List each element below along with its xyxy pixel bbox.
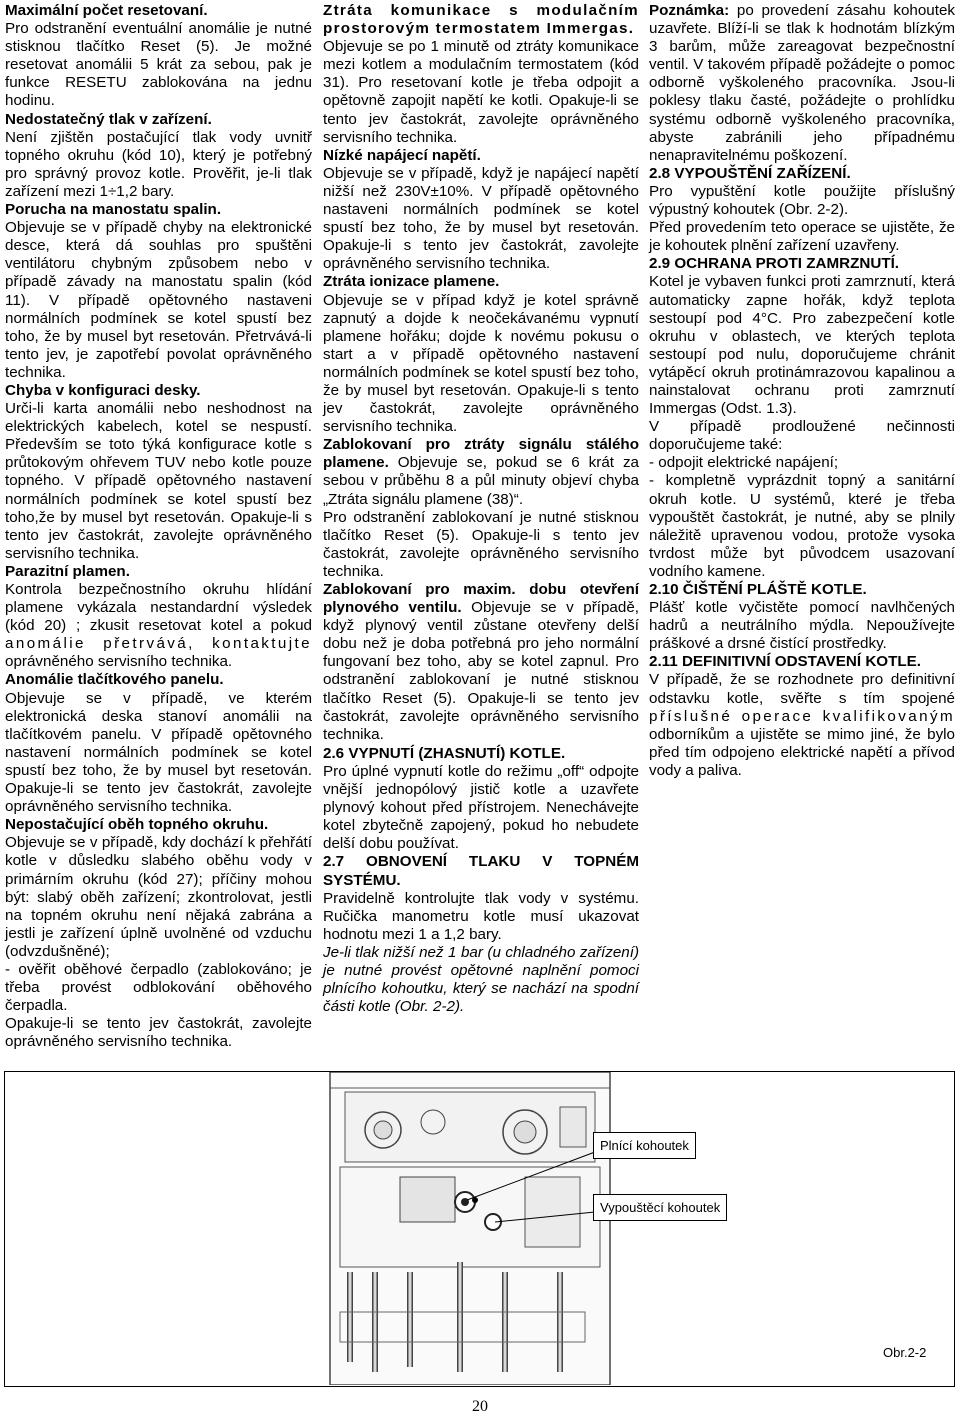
text-column-3 [649, 2, 955, 780]
heading-low-voltage: Nízké napájecí napětí. [323, 146, 481, 164]
heading-flame-signal: Zablokovaní pro ztráty signálu stálého plamene. [323, 436, 639, 472]
heading-gas-valve: Zablokovaní pro maxim. dobu otevření plynového ventilu. [323, 581, 639, 617]
paragraph-section-2-9-b: V případě prodloužené nečinnosti doporučujeme také: [649, 418, 955, 454]
heading-low-pressure: Nedostatečný tlak v zařízení. [5, 110, 212, 128]
heading-max-resets: Maximální počet resetovaní. [5, 2, 208, 19]
heading-thermostat-comm: Ztráta komunikace s modulačním prostorovým termostatem Immergas. [323, 2, 639, 38]
paragraph-thermostat-comm: Objevuje se po 1 minutě od ztráty komunikace mezi kotlem a modulačním termostatem (kód 31). Pro resetovaní kotle je třeba odpojit a opětovně zapojit napětí ke kotli. Opakuje-li se tento jev častokrát, zavolejte oprávněného servisního technika. [323, 38, 639, 146]
paragraph-section-2-9-c: - odpojit elektrické napájení; [649, 454, 839, 472]
paragraph-flame-signal: Objevuje se, pokud se 6 krát za sebou v průběhu 8 a půl minuty objeví chyba „Ztráta signálu plamene (38)“. [323, 454, 639, 508]
paragraph-parasitic-flame-end: oprávněného servisního technika. [5, 653, 233, 671]
note-text: po provedení zásahu kohoutek uzavřete. Blíží-li se tlak k hodnotám blízkým 3 barům, může zareagovat bezpečnostní ventil. V takovém případě požádejte o pomoc odborně vyškoleného pracovníka. Jsou-li poklesy tlaku časté, požádejte o prohlídku systému odborně vyškoleného pracovníka, abyste zabránili jeho případnému nenapravitelnému poškození. [649, 2, 955, 164]
boiler-figure [4, 1071, 955, 1387]
paragraph-section-2-8-a: Pro vypuštění kotle použijte příslušný výpustný kohoutek (Obr. 2-2). [649, 182, 955, 219]
heading-ionization: Ztráta ionizace plamene. [323, 273, 500, 291]
label-fill-valve: Plnící kohoutek [593, 1132, 696, 1159]
heading-parasitic-flame: Parazitní plamen. [5, 562, 130, 580]
heading-section-2-6: 2.6 VYPNUTÍ (ZHASNUTÍ) KOTLE. [323, 744, 566, 762]
paragraph-parasitic-flame-spaced: anomálie přetrvává, kontaktujte [5, 635, 312, 653]
paragraph-section-2-7-italic: Je-li tlak nižší než 1 bar (u chladného zařízení) je nutné provést opětovné naplnění pomoci plnícího kohoutku, který se nachází na spodní části kotle (Obr. 2-2). [323, 943, 639, 1016]
paragraph-section-2-11: V případě, že se rozhodnete pro definitivní odstavku kotle, svěřte s tím spojené [649, 671, 955, 707]
paragraph-pump-check: - ověřit oběhové čerpadlo (zablokováno; je třeba provést odblokování oběhového čerpadla. [5, 960, 312, 1015]
heading-flue-switch: Porucha na manostatu spalin. [5, 201, 222, 219]
heading-button-panel: Anomálie tlačítkového panelu. [5, 671, 224, 689]
paragraph-low-voltage: Objevuje se v případě, když je napájecí napětí nižší než 230V±10%. V případě opětovného nastaveni normálních podmínek se kotel spustí bez toho, že by musel byt resetován. Opakuje-li s tento jev častokrát, zavolejte oprávněného servisního technika. [323, 164, 639, 273]
paragraph-section-2-7: Pravidelně kontrolujte tlak vody v systému. Ručička manometru kotle musí ukazovat hodnotu mezi 1 a 1,2 bary. [323, 889, 639, 943]
figure-caption: Obr.2-2 [883, 1345, 927, 1360]
paragraph-section-2-10: Plášť kotle vyčistěte pomocí navlhčených hadrů a neutrálního mýdla. Nepoužívejte práškové a drsné čistící prostředky. [649, 599, 955, 653]
text-column-2 [323, 2, 639, 1016]
paragraph-section-2-11-spaced: příslušné operace kvalifikovaným [649, 707, 955, 725]
paragraph-ionization: Objevuje se v případ když je kotel správně zapnutý a dojde k neočekávanému vypnutí plamene hořáku; dojde k novému pokusu o start a v případě opětovného nastavení normálních podmínek se kotel spustí bez toho, že by musel byt resetován. Opakuje-li s tento jev častokrát, zavolejte oprávněného servisního technika. [323, 291, 639, 436]
paragraph-section-2-9-d: - kompletně vyprázdnit topný a sanitární okruh kotle. U systémů, které je třeba vypouštět častokrát, je nutné, aby se plnily náležitě upravenou vodou, protože vysoka tvrdost může byt původcem usazovaní vodního kamene. [649, 472, 955, 580]
paragraph-section-2-6: Pro úplné vypnutí kotle do režimu „off“ odpojte vnější jednopólový jistič kotle a uzavřete plynový kohout před přístrojem. Nenechávejte kotel zbytečně zapojený, pokud ho nebudete delší dobu používat. [323, 762, 639, 853]
heading-section-2-8: 2.8 VYPOUŠTĚNÍ ZAŘÍZENÍ. [649, 164, 851, 182]
paragraph-section-2-9-a: Kotel je vybaven funkci proti zamrznutí, která automaticky zapne hořák, když teplota sestoupí pod 4°C. Pro zabezpečení kotle okruhu v oblastech, ve kterých teplota sestoupí pod nulu, doporučujeme chránit vytápěcí okruh protinámrazovou kapalinou a nainstalovat ochranu proti zamrznutí Immergas (Odst. 1.3). [649, 273, 955, 418]
paragraph-flue-switch: Objevuje se v případě chyby na elektronické desce, která dá souhlas pro spuštěni ventilátoru chybným způsobem nebo v případě závady na manostatu spalin (kód 11). V případě opětovného nastaveni normálních podmínek se kotel spustí bez toho, že by musel byt resetován. Přetrvává-li tento jev, je zapotřebí povolat oprávněného technika. [5, 219, 312, 381]
paragraph-parasitic-flame: Kontrola bezpečnostního okruhu hlídání plamene vykázala nestandardní výsledek (kód 20) ; zkusit resetovat kotel a pokud [5, 581, 312, 635]
paragraph-board-config: Urči-li karta anomálii nebo neshodnost na elektrických kabelech, kotel se nespustí. Především se toto týká konfigurace kotle s průtokovým ohřevem TUV nebo kotle pouze topného. V případě opětovného nastavení normálních podmínek se kotel spustí bez toho,že by musel byt resetován. Opakuje-li s tento jev častokrát, zavolejte oprávněného servisního technika. [5, 400, 312, 562]
label-drain-valve: Vypouštěcí kohoutek [593, 1194, 727, 1221]
paragraph-button-panel: Objevuje se v případě, ve kterém elektronická deska stanoví anomálii na tlačítkovém panelu. V případě opětovného nastavení normálních podmínek se kotel spustí bez toho, že by musel byt resetován. Opakuje-li se tento jev častokrát, zavolejte oprávněného servisního technika. [5, 689, 312, 816]
heading-circulation: Nepostačující oběh topného okruhu. [5, 816, 269, 834]
paragraph-call-technician: Opakuje-li se tento jev častokrát, zavolejte oprávněného servisního technika. [5, 1015, 312, 1051]
heading-section-2-9: 2.9 OCHRANA PROTI ZAMRZNUTÍ. [649, 255, 900, 273]
paragraph-flame-reset: Pro odstranění zablokovaní je nutné stisknou tlačítko Reset (5). Opakuje-li s tento jev častokrát, zavolejte oprávněného servisního technika. [323, 508, 639, 580]
heading-section-2-10: 2.10 ČIŠTĚNÍ PLÁŠTĚ KOTLE. [649, 581, 867, 598]
paragraph-low-pressure: Není zjištěn postačující tlak vody uvnitř topného okruhu (kód 10), který je potřebný pro správný provoz kotle. Prověřit, je-li tlak zařízení mezi 1÷1,2 bary. [5, 128, 312, 200]
paragraph-section-2-8-b: Před provedením teto operace se ujistěte, že je kohoutek plnění zařízení uzavřeny. [649, 219, 955, 255]
heading-section-2-7 [323, 853, 639, 889]
paragraph-circulation: Objevuje se v případě, kdy dochází k přehřátí kotle v důsledku slabého oběhu vody v primárním okruhu (kód 27); příčiny mohou být: slabý oběh zařízení; zkontrolovat, jestli na topném okruhu není nějaká zabrána a jestli je zařízení úplně uvolněné od vzduchu (odvzdušněné); [5, 834, 312, 960]
heading-section-2-7-text: 2.7 OBNOVENÍ TLAKU V TOPNÉM SYSTÉMU. [323, 853, 639, 889]
paragraph-max-resets: Pro odstranění eventuální anomálie je nutné stisknou tlačítko Reset (5). Je možné resetovat anomálii 5 krát za sebou, pak je funkce RESETU zablokována na jednu hodinu. [5, 20, 312, 110]
paragraph-section-2-11-end: odborníkům a ujistěte se mimo jiné, že bylo před tím odpojeno elektrické napětí a přívod vody a paliva. [649, 725, 955, 779]
note-label: Poznámka: [649, 2, 730, 19]
paragraph-gas-valve: Objevuje se v případě, když plynový ventil zůstane otevřeny delší dobu než je doba potřebná pro jeho normální fungovaní bez toho, aby se kotel zapnul. Pro odstranění zablokovaní je nutné stisknou tlačítko Reset (5). Opakuje-li se tento jev častokrát, zavolejte oprávněného servisního technika. [323, 599, 639, 743]
heading-board-config: Chyba v konfiguraci desky. [5, 381, 201, 399]
boiler-underside-drawing [5, 1072, 953, 1385]
heading-section-2-11: 2.11 DEFINITIVNÍ ODSTAVENÍ KOTLE. [649, 653, 922, 671]
text-column-1 [5, 2, 312, 1051]
page-number: 20 [472, 1398, 488, 1415]
